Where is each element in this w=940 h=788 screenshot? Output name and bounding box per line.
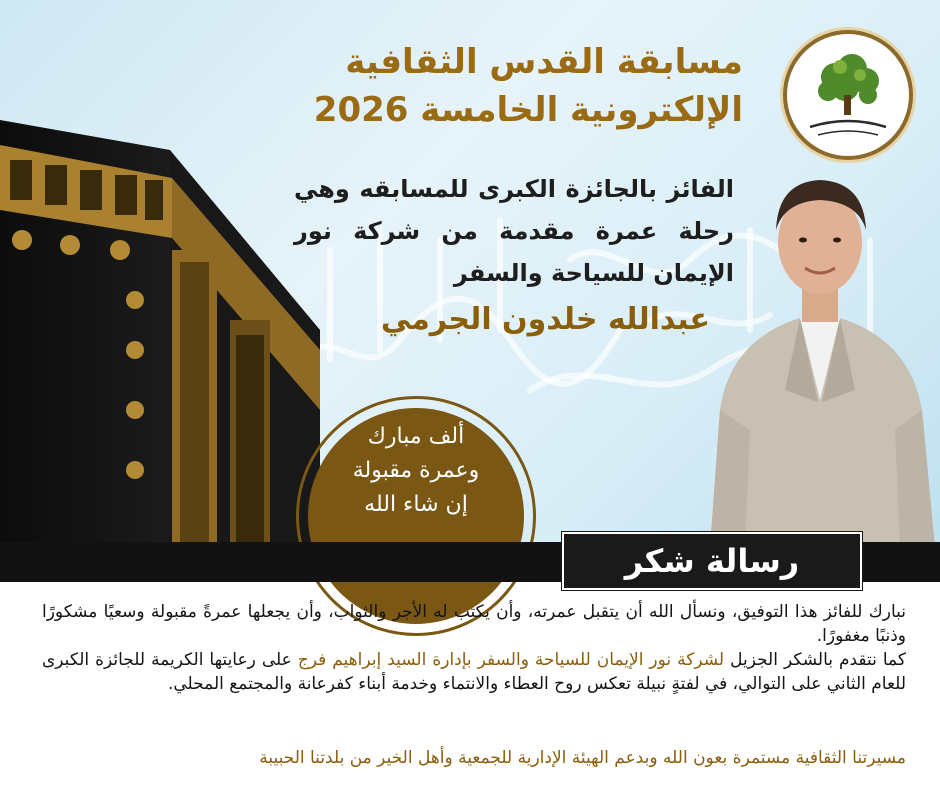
page-title-line-2: الإلكترونية الخامسة 2026 (313, 90, 743, 130)
kaaba-image (0, 0, 320, 548)
congrats-line-1: ألف مبارك (367, 424, 465, 449)
congrats-line-3: إن شاء الله (364, 492, 468, 517)
thanks-header-box (562, 532, 862, 590)
page-title-line-1: مسابقة القدس الثقافية (345, 42, 743, 82)
congrats-line-2: وعمرة مقبولة (352, 458, 480, 483)
winner-name: عبدالله خلدون الجرمي (380, 302, 710, 337)
tree-logo-icon (790, 37, 906, 153)
thanks-body (42, 600, 906, 696)
winner-photo (690, 150, 940, 548)
thanks-title: رسالة شكر (624, 542, 800, 580)
body-paragraph-2 (42, 648, 906, 696)
body-paragraph-1: نبارك للفائز هذا التوفيق، ونسأل الله أن يتقبل عمرته، وأن يكتب له الأجر والثواب، وأن يجعلها عمرةً مقبولة وسعيًا مشكورًا وذنبًا مغفورًا. (42, 602, 906, 646)
body-p2-start: كما نتقدم بالشكر الجزيل (724, 650, 906, 670)
body-p2-end: على رعايتها الكريمة للجائزة الكبرى للعام الثاني على التوالي، في لفتةٍ نبيلة تعكس روح العطاء والانتماء وخدمة أبناء كفرعانة والمجتمع المحلي. (42, 650, 906, 694)
closing-line: مسيرتنا الثقافية مستمرة بعون الله وبدعم الهيئة الإدارية للجمعية وأهل الخير من بلدتنا الحبيبة (259, 748, 906, 768)
congrats-message (318, 420, 514, 522)
prize-description: الفائز بالجائزة الكبرى للمسابقه وهي رحلة عمرة مقدمة من شركة نور الإيمان للسياحة والسفر (294, 175, 734, 287)
sponsor-highlight: لشركة نور الإيمان للسياحة والسفر بإدارة السيد إبراهيم فرج (297, 650, 725, 670)
association-logo (783, 30, 913, 160)
